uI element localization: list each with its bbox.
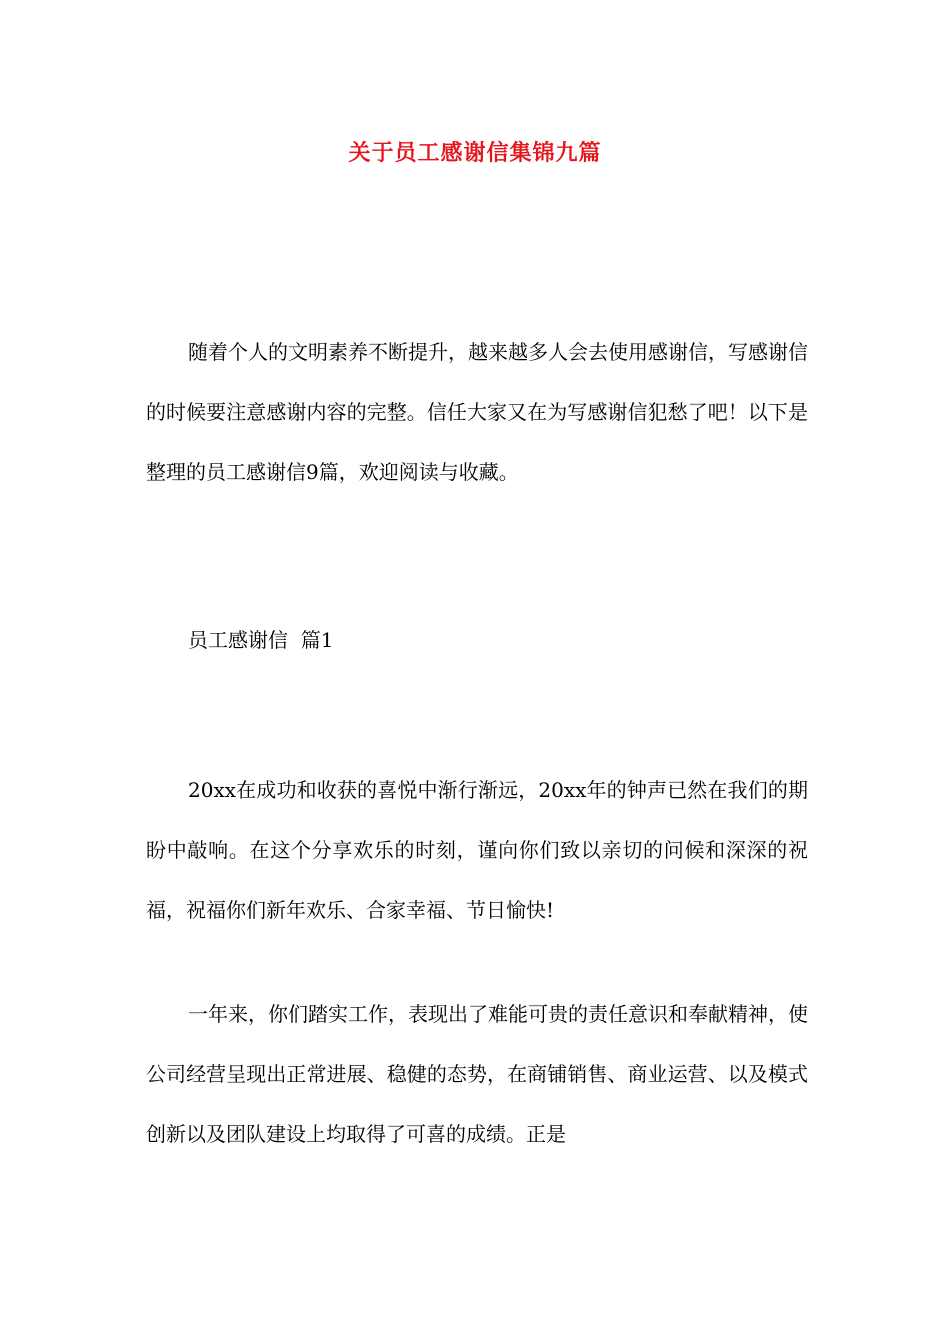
body-paragraph-2: 一年来，你们踏实工作，表现出了难能可贵的责任意识和奉献精神，使公司经营呈现出正常进展、稳健的态势，在商铺销售、商业运营、以及模式创新以及团队建设上均取得了可喜的成绩。正是	[146, 1002, 808, 1146]
body-paragraph-1: 20xx在成功和收获的喜悦中渐行渐远，20xx年的钟声已然在我们的期盼中敲响。在这个分享欢乐的时刻，谨向你们致以亲切的问候和深深的祝福，祝福你们新年欢乐、合家幸福、节日愉快!	[146, 778, 808, 922]
document-title: 关于员工感谢信集锦九篇	[348, 141, 602, 166]
section-heading: 员工感谢信 篇1	[188, 628, 334, 652]
intro-paragraph: 随着个人的文明素养不断提升，越来越多人会去使用感谢信，写感谢信的时候要注意感谢内容的完整。信任大家又在为写感谢信犯愁了吧！以下是整理的员工感谢信9篇，欢迎阅读与收藏。	[146, 340, 808, 484]
